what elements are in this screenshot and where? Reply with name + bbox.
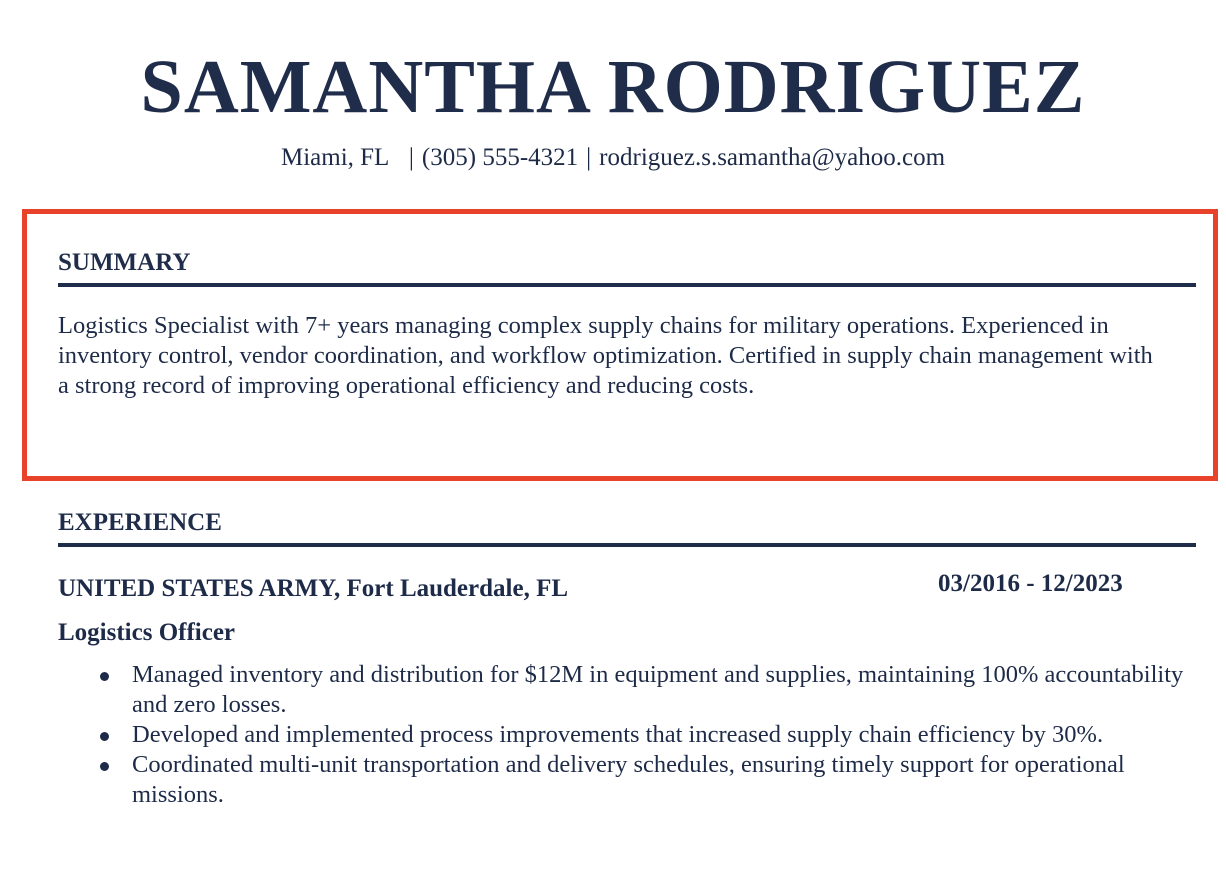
summary-divider	[58, 283, 1196, 287]
list-item	[58, 750, 1198, 810]
bullet-text: Developed and implemented process improvements that increased supply chain efficiency by 30%.	[132, 721, 1104, 748]
contact-separator: |	[408, 144, 414, 171]
job-bullet-list	[58, 660, 1198, 810]
job-dates: 03/2016 - 12/2023	[938, 570, 1123, 597]
summary-heading: SUMMARY	[58, 249, 191, 276]
list-item	[58, 660, 1198, 720]
contact-email: rodriguez.s.samantha@yahoo.com	[599, 144, 946, 171]
list-item	[58, 720, 1198, 750]
bullet-icon	[100, 672, 109, 681]
bullet-text: Managed inventory and distribution for $12M in equipment and supplies, maintaining 100% accountability and zero losses.	[132, 661, 1184, 718]
bullet-text: Coordinated multi-unit transportation and delivery schedules, ensuring timely support for operational missions.	[132, 751, 1125, 808]
summary-text: Logistics Specialist with 7+ years managing complex supply chains for military operations. Experienced in inventory control, vendor coordination, and workflow optimization. Certified in supply chain management with a strong record of improving operational efficiency and reducing costs.	[58, 312, 1153, 399]
job-title: Logistics Officer	[58, 619, 236, 646]
contact-separator: |	[586, 144, 592, 171]
candidate-name: SAMANTHA RODRIGUEZ	[140, 45, 1086, 129]
experience-heading: EXPERIENCE	[58, 509, 222, 536]
experience-divider	[58, 543, 1196, 547]
contact-phone: (305) 555-4321	[421, 144, 579, 171]
contact-line	[0, 141, 1226, 175]
bullet-icon	[100, 732, 109, 741]
job-employer: UNITED STATES ARMY, Fort Lauderdale, FL	[58, 575, 569, 602]
bullet-icon	[100, 762, 109, 771]
contact-location: Miami, FL	[280, 144, 389, 171]
